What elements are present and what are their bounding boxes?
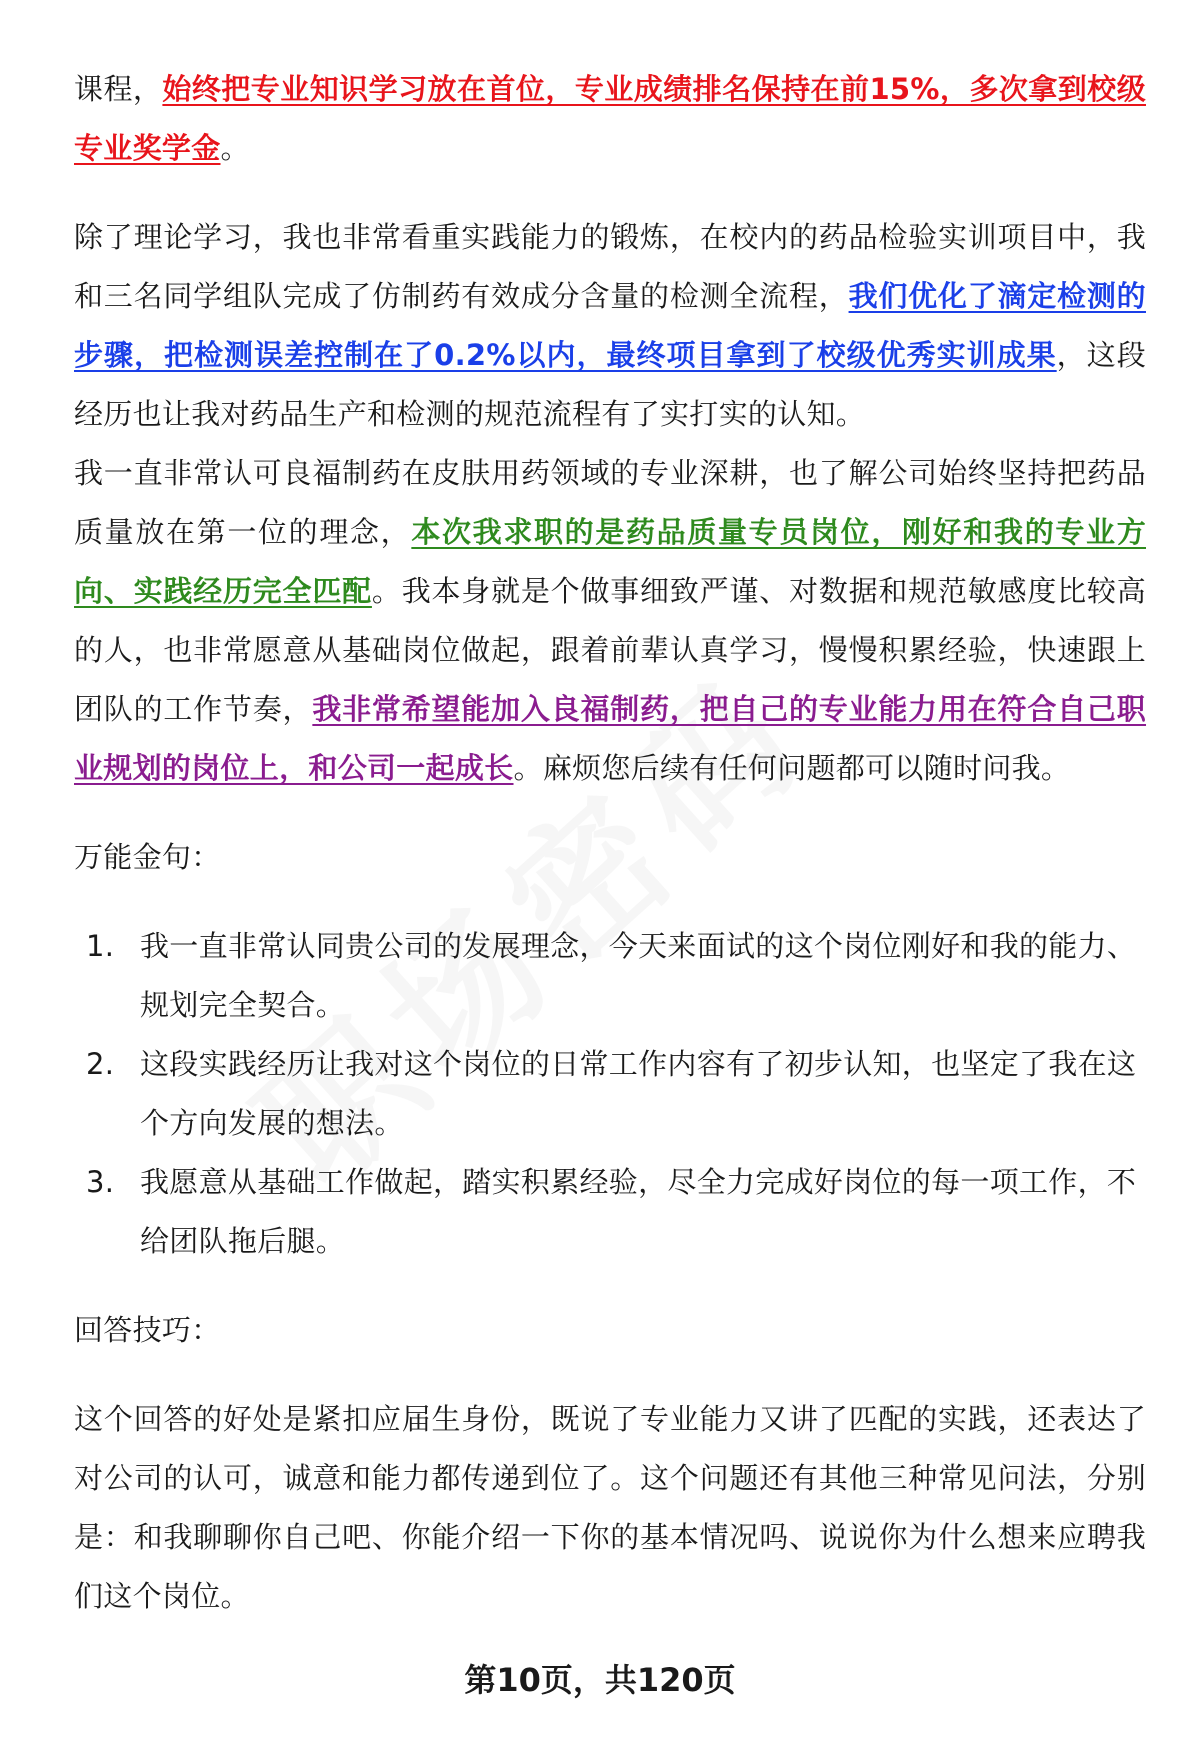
list-text: 我愿意从基础工作做起，踏实积累经验，尽全力完成好岗位的每一项工作，不给团队拖后腿。 xyxy=(140,1165,1137,1258)
list-number: 3. xyxy=(86,1165,115,1199)
section-heading-tips: 回答技巧： xyxy=(74,1313,221,1347)
section-heading-goldens: 万能金句： xyxy=(74,840,221,874)
paragraph-practice xyxy=(74,208,1146,444)
highlight-green: 本次我求职的是药品质量专员岗位，刚好和我的专业方向、实践经历完全匹配 xyxy=(74,515,1146,608)
page-number-footer: 第10页，共120页 xyxy=(464,1661,736,1699)
highlight-purple: 我非常希望能加入良福制药，把自己的专业能力用在符合自己职业规划的岗位上，和公司一起成长 xyxy=(74,692,1147,785)
paragraph-text: 我一直非常认可良福制药在皮肤用药领域的专业深耕，也了解公司始终坚持把药品质量放在第一位的理念， xyxy=(74,456,1146,549)
list-text: 这段实践经历让我对这个岗位的日常工作内容有了初步认知，也坚定了我在这个方向发展的想法。 xyxy=(140,1047,1137,1140)
highlight-red: 始终把专业知识学习放在首位，专业成绩排名保持在前15%，多次拿到校级专业奖学金 xyxy=(74,72,1146,165)
list-item xyxy=(74,1153,1146,1271)
paragraph-scholarship xyxy=(74,60,1146,178)
highlight-blue: 我们优化了滴定检测的步骤，把检测误差控制在了0.2%以内，最终项目拿到了校级优秀实训成果 xyxy=(74,279,1146,372)
list-item xyxy=(74,917,1146,1035)
document-page xyxy=(74,60,1146,1626)
paragraph-text: 。麻烦您后续有任何问题都可以随时问我。 xyxy=(513,751,1071,785)
paragraph-tips: 这个回答的好处是紧扣应届生身份，既说了专业能力又讲了匹配的实践，还表达了对公司的认可，诚意和能力都传递到位了。这个问题还有其他三种常见问法，分别是：和我聊聊你自己吧、你能介绍一下你的基本情况吗、说说你为什么想来应聘我们这个岗位。 xyxy=(74,1402,1146,1613)
list-item xyxy=(74,1035,1146,1153)
paragraph-text: 。我本身就是个做事细致严谨、对数据和规范敏感度比较高的人，也非常愿意从基础岗位做起，跟着前辈认真学习，慢慢积累经验，快速跟上团队的工作节奏， xyxy=(74,574,1146,726)
paragraph-company-fit xyxy=(74,444,1146,798)
paragraph-text: 课程， xyxy=(74,72,163,106)
golden-sentence-list xyxy=(74,917,1146,1271)
paragraph-text: 除了理论学习，我也非常看重实践能力的锻炼，在校内的药品检验实训项目中，我和三名同学组队完成了仿制药有效成分含量的检测全流程， xyxy=(74,220,1146,313)
paragraph-text: ，这段经历也让我对药品生产和检测的规范流程有了实打实的认知。 xyxy=(74,338,1146,431)
list-number: 1. xyxy=(86,929,115,963)
paragraph-text: 。 xyxy=(220,131,250,165)
list-text: 我一直非常认同贵公司的发展理念，今天来面试的这个岗位刚好和我的能力、规划完全契合。 xyxy=(140,929,1137,1022)
list-number: 2. xyxy=(86,1047,115,1081)
